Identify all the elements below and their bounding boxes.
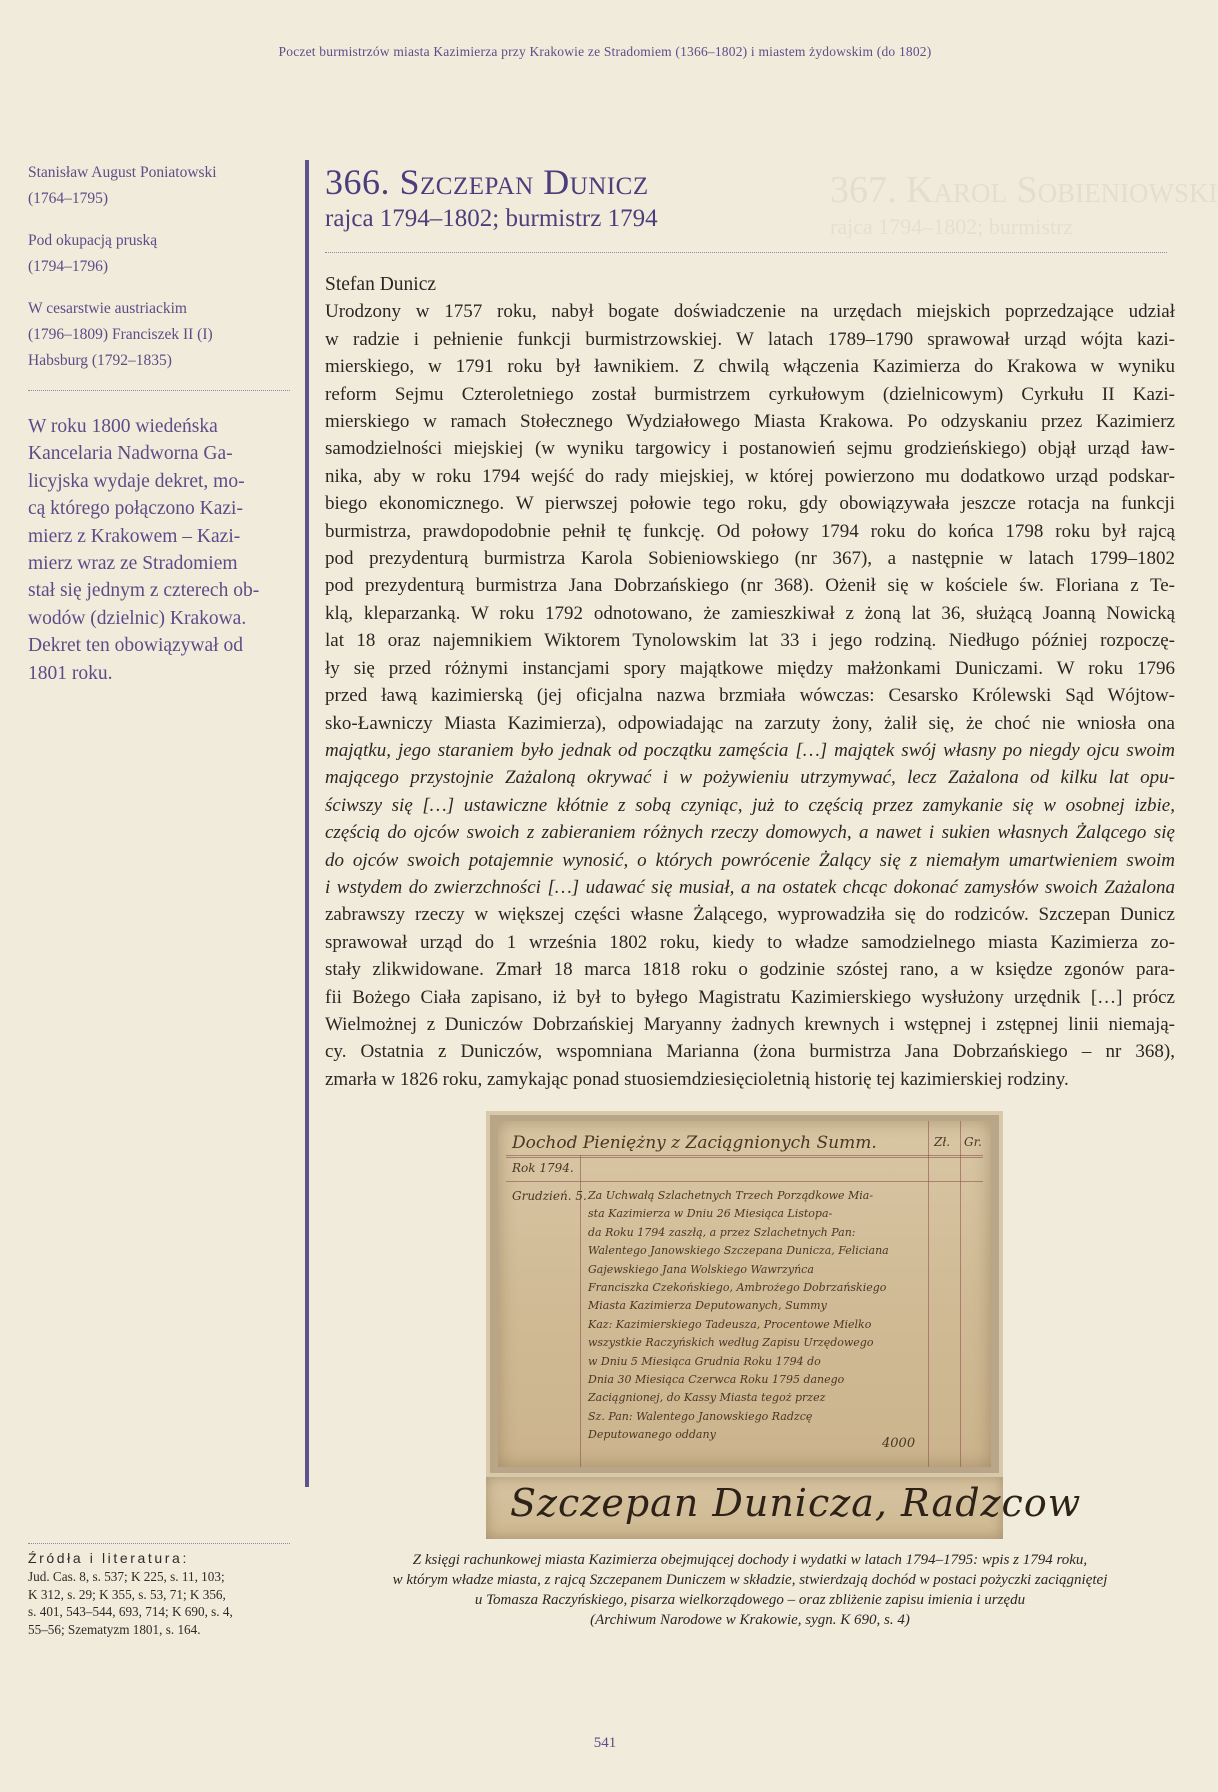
body-line: nika, aby w roku 1794 wejść do rady miejskiej, w której powierzono mu dodatkowo urząd podskar- [325,465,1175,487]
body-line: stały zlikwidowane. Zmarł 18 marca 1818 roku o godzinie szóstej rano, a w księdze zgonów para- [325,959,1175,981]
body-line: burmistrza, prawdopodobnie pełnił tę funkcję. Od połowy 1794 roku do końca 1798 roku był rajcą [325,520,1175,542]
ledger-line: w Dniu 5 Miesiąca Grudnia Roku 1794 do [588,1354,821,1368]
note-line: wodów (dzielnic) Krakowa. [28,607,247,629]
ledger-year: Rok 1794. [512,1161,574,1175]
body-line: częścią do ojców swoich z zabieraniem różnych rzeczy domowych, a nawet i sukien własnych Żalącego się [325,822,1175,844]
body-line: majątku, jego staraniem było jednak od początku zamęścia […] majątek swój własny po niegdy ojcu swoim [325,739,1175,761]
body-line: sprawował urząd do 1 września 1802 roku, kiedy to władze samodzielnego miasta Kazimierza zo- [325,931,1175,953]
ledger-line: sta Kazimierza w Dniu 26 Miesiąca Listopa- [588,1207,833,1221]
signature-closeup [486,1477,1082,1539]
reign-entry [28,160,290,212]
caption-line: u Tomasza Raczyńskiego, pisarza wielkorządowego – oraz zbliżenie zapisu imienia i urzędu [474,1592,1026,1608]
ledger-line: wszystkie Raczyńskich według Zapisu Urzędowego [588,1336,874,1350]
sources-block [28,1543,290,1638]
ledger-line: Za Uchwałą Szlachetnych Trzech Porządkowe Mia- [588,1189,874,1202]
body-line: do ojców swoich potajemnie wynosić, o których powrócenie Żalący się z niemałym umartwieniem swoim [325,849,1175,871]
note-line: W roku 1800 wiedeńska [28,416,218,437]
main-entry [325,160,1175,1093]
body-line: pod prezydenturą burmistrza Jana Dobrzańskiego (nr 368). Ożenił się w kościele św. Floriana z Te- [325,575,1175,597]
ledger-line: Sz. Pan: Walentego Janowskiego Radzcę [588,1409,813,1423]
reign-line: Stanisław August Poniatowski [28,164,217,181]
ledger-month: Grudzień. 5. [512,1189,587,1203]
note-line: mierz wraz ze Stradomiem [28,553,238,575]
note-line: Kancelaria Nadworna Ga- [28,443,233,465]
body-line: samodzielności miejskiej (w wyniku targowicy i postanowień sejmu grodzieńskiego) objął urząd ław- [325,438,1175,460]
body-line: fii Bożego Ciała zapisano, iż był to byłego Magistratu Kazimierskiego wysłużony urzędnik […] prócz [325,986,1175,1008]
note-line: mierz z Krakowem – Kazi- [28,525,241,547]
person-name: Stefan Dunicz [325,274,437,295]
body-line: mierskiego, w 1791 roku był ławnikiem. Z chwilą włączenia Kazimierza do Krakowa w wyniku [325,356,1175,378]
caption-line: w którym władze miasta, z rajcą Szczepanem Duniczem w składzie, stwierdzają dochód w postaci pożyczki zaciągniętej [392,1572,1108,1588]
sources-heading: Źródła i literatura: [28,1550,189,1566]
vertical-rule [305,160,309,1487]
title-divider [325,252,1167,253]
reign-line: (1764–1795) [28,190,109,207]
signature-text: Szczepan Dunicza, Radzcow [510,1481,1082,1525]
reign-line: Pod okupacją pruską [28,232,158,249]
caption-line: (Archiwum Narodowe w Krakowie, sygn. K 690, s. 4) [590,1612,910,1628]
ledger-line: Zaciągnionej, do Kassy Miasta tegoż przez [588,1391,826,1405]
body-line: mającego przystojnie Zażaloną okrywać i w pożywieniu utrzymywać, lecz Zażalona od kilku lat opu- [325,767,1175,789]
show-through-subtitle: rajca 1794–1802; burmistrz [830,214,1074,239]
body-line: lat 18 oraz najemnikiem Wiktorem Tynolowskim lat 33 i jego rodziną. Niedługo później rozpoczę- [325,630,1175,652]
ledger-line: da Roku 1794 zaszłą, a przez Szlachetnych Pan: [588,1225,856,1239]
body-line: i wstydem do zwierzchności […] udawać się musiał, a na ostatek chcąc dokonać zamysłów swoich Zażalona [325,876,1175,898]
caption-line: Z księgi rachunkowej miasta Kazimierza obejmującej dochody i wydatki w latach 1794–1795: wpis z 1794 roku, [412,1552,1088,1568]
running-head: Poczet burmistrzów miasta Kazimierza przy Krakowie ze Stradomiem (1366–1802) i miastem żydowskim (do 1802) [278,44,932,59]
note-line: Dekret ten obowiązywał od [28,635,243,657]
ledger-line: Kaz: Kazimierskiego Tadeusza, Procentowe Mielko [588,1317,872,1331]
sources-line: 55–56; Szematyzm 1801, s. 164. [28,1621,201,1637]
ledger-amount: 4000 [882,1436,916,1451]
ledger-photo [486,1111,1003,1477]
body-line: reform Sejmu Czteroletniego został burmistrzem cyrkułowym (dzielnicowym) Cyrkułu II Kazi- [325,383,1175,405]
ledger-line: Dnia 30 Miesiąca Czerwca Roku 1795 danego [588,1373,845,1386]
reign-line: Habsburg (1792–1835) [28,352,172,369]
ledger-heading: Dochod Pieniężny z Zaciągnionych Summ. [512,1133,877,1153]
reign-line: W cesarstwie austriackim [28,300,187,317]
reign-entry [28,296,290,374]
body-line: Urodzony w 1757 roku, nabył bogate doświadczenie na urzędach miejskich poprzedzające udział [325,301,1175,323]
body-line: cy. Ostatnia z Duniczów, wspomniana Marianna (żona burmistrza Jana Dobrzańskiego – nr 368), [325,1041,1175,1063]
ledger-line: Gajewskiego Jana Wolskiego Wawrzyńca [588,1262,814,1276]
sources-line: Jud. Cas. 8, s. 537; K 225, s. 11, 103; [28,1569,225,1584]
reign-entry [28,228,290,280]
body-line: sko-Ławniczy Miasta Kazimierza), odpowiadając na zarzuty żony, żalił się, że choć nie wniosła ona [325,712,1175,734]
body-line: przed ławą kazimierską (jej oficjalna nazwa brzmiała wówczas: Cesarsko Królewski Sąd Wójtow- [325,685,1175,707]
sidebar-note [28,413,290,687]
body-line: Wielmożnej z Duniczów Dobrzańskiej Maryanny żadnych krewnych i wstępnej i zstępnej linii niemają- [325,1013,1175,1035]
sources-line: K 312, s. 29; K 355, s. 53, 71; K 356, [28,1586,226,1602]
body-line: biego ekonomicznego. W pierwszej połowie tego roku, gdy obowiązywała jeszcze rotacja na funkcji [325,493,1175,515]
body-line: klą, kleparzanką. W roku 1792 odnotowano, że zamieszkiwał z żoną lat 36, służącą Joanną Nowicką [325,602,1175,624]
reign-line: (1796–1809) Franciszek II (I) [28,326,213,343]
ledger-line: Miasta Kazimierza Deputowanych, Summy [588,1299,827,1313]
biography-text [325,298,1175,1093]
sidebar-divider [28,390,290,391]
note-line: 1801 roku. [28,662,113,684]
note-line: cą którego połączono Kazi- [28,498,243,520]
note-line: stał się jednym z czterech ob- [28,580,260,602]
body-line: ły się przed różnymi instancjami spory majątkowe między małżonkami Duniczami. W roku 1796 [325,657,1175,679]
show-through-title: 367. Karol Sobieniowski [830,169,1218,211]
sidebar [28,160,290,687]
ledger-col-zloty: Zł. [934,1135,951,1149]
body-line: w radzie i pełnienie funkcji burmistrzowskiej. W latach 1789–1790 sprawował urząd wójta kazi- [325,328,1175,350]
ledger-line: Walentego Janowskiego Szczepana Dunicza, Feliciana [588,1244,889,1258]
ledger-col-grosz: Gr. [964,1135,982,1149]
ledger-page [498,1121,991,1467]
body-line: ściwszy się […] ustawiczne kłótnie z sobą czyniąc, już to częścią przez zamykanie się w osobnej izbie, [325,794,1175,816]
page-number: 541 [593,1735,617,1751]
ledger-line: Deputowanego oddany [588,1428,716,1442]
figure-caption [325,1550,1175,1630]
body-line: pod prezydenturą burmistrza Karola Sobieniowskiego (nr 367), a następnie w latach 1799–1802 [325,548,1175,570]
body-line: zmarła w 1826 roku, zamykając ponad stuosiemdziesięcioletnią historię tej kazimierskiej rodziny. [325,1068,1069,1090]
ledger-line: Franciszka Czekońskiego, Ambrożego Dobrzańskiego [588,1281,887,1294]
sources-line: s. 401, 543–544, 693, 714; K 690, s. 4, [28,1604,233,1619]
body-line: mierskiego w ramach Stołecznego Wydziałowego Miasta Krakowa. Po odzyskaniu przez Kazimierz [325,411,1175,433]
note-line: licyjska wydaje dekret, mo- [28,470,245,492]
body-line: zabrawszy rzeczy w większej części własne Żalącego, wyprowadziła się do rodziców. Szczepan Dunicz [325,904,1175,926]
sources-list [28,1568,290,1638]
entry-title: 366. Szczepan Dunicz [325,162,649,202]
reign-line: (1794–1796) [28,258,109,275]
entry-subtitle: rajca 1794–1802; burmistrz 1794 [325,205,658,232]
